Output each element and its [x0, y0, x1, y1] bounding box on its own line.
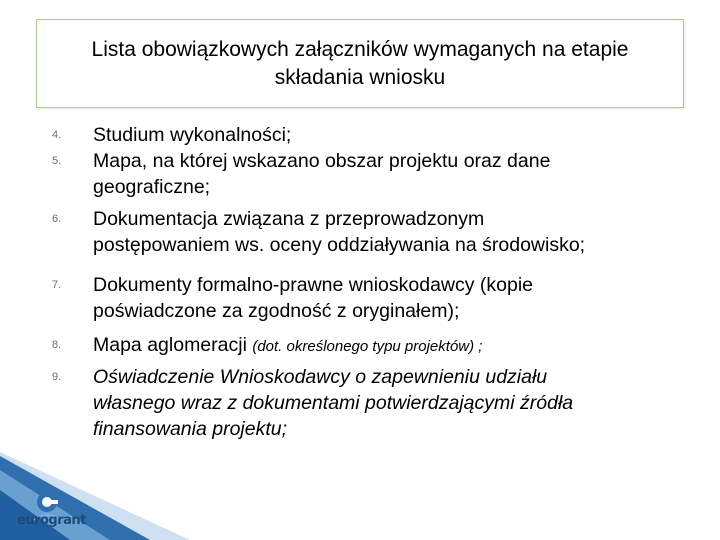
logo-text: eurogrant — [17, 513, 86, 528]
list-item-line: własnego wraz z dokumentami potwierdzającymi źródła — [93, 392, 574, 414]
list-item-number: 7. — [52, 279, 62, 291]
list-item-text — [93, 148, 653, 200]
list-item-line: Dokumentacja związana z przeprowadzonym — [93, 208, 485, 230]
list-item-line: poświadczone za zgodność z oryginałem); — [93, 300, 460, 322]
list-item-text — [93, 122, 653, 148]
list-item-line: postępowaniem ws. oceny oddziaływania na środowisko; — [93, 234, 586, 256]
list-item-text — [93, 332, 653, 360]
slide-title — [36, 19, 684, 108]
list-item-line: finansowania projektu; — [93, 418, 288, 440]
title-line-1: Lista obowiązkowych załączników wymaganych na etapie — [91, 37, 629, 61]
list-item-number: 8. — [52, 339, 62, 351]
list-item-line: geograficzne; — [93, 176, 211, 198]
list-item-number: 9. — [52, 371, 62, 383]
list-item-line: Studium wykonalności; — [93, 124, 292, 146]
title-line-2: składania wniosku — [274, 65, 446, 89]
list-item-text — [93, 206, 653, 258]
list-item-line: Oświadczenie Wnioskodawcy o zapewnieniu udziału — [93, 366, 548, 388]
list-item-text — [93, 272, 653, 324]
list-item-number: 4. — [52, 129, 62, 141]
list-item-line: Mapa, na której wskazano obszar projektu oraz dane — [93, 150, 551, 172]
list-item-main: Mapa aglomeracji — [93, 334, 253, 356]
list-item-number: 6. — [52, 213, 62, 225]
list-item-number: 5. — [52, 155, 62, 167]
list-item-text — [93, 364, 653, 442]
list-item-note: (dot. określonego typu projektów) ; — [252, 338, 483, 355]
list-item-line: Dokumenty formalno-prawne wnioskodawcy (kopie — [93, 274, 534, 296]
